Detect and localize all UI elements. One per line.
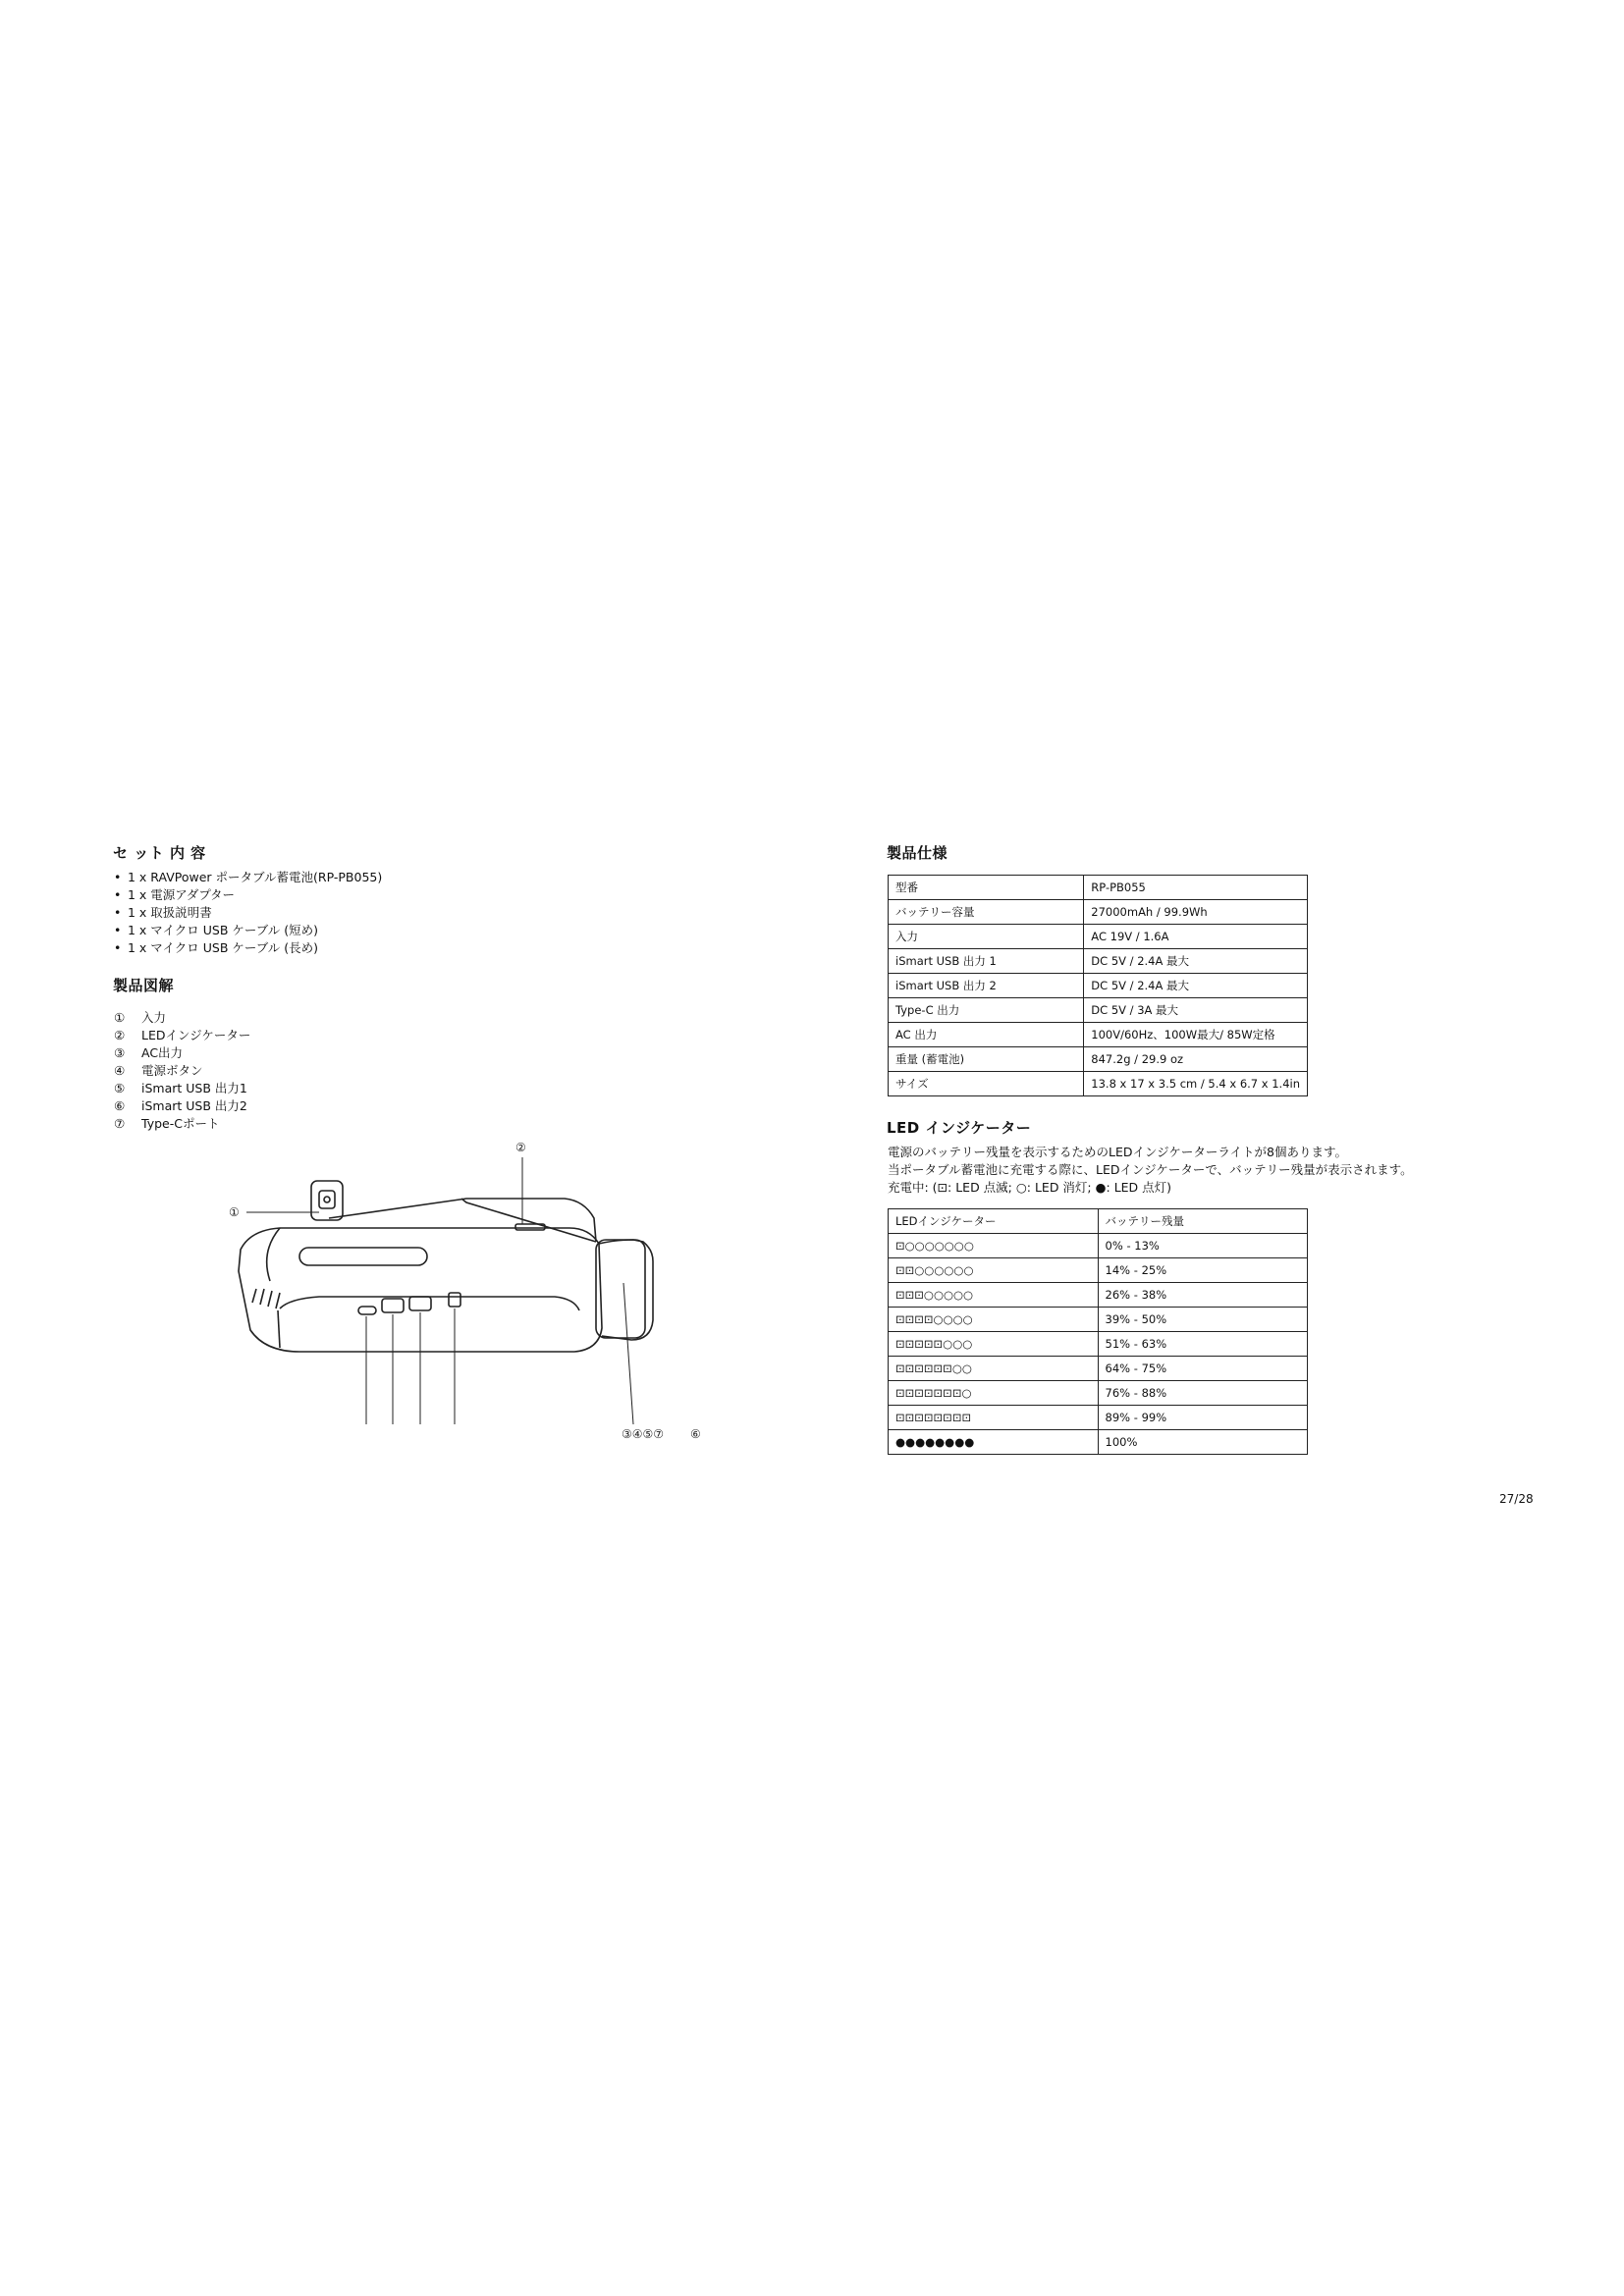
diagram-legend — [114, 1009, 250, 1133]
legend-item: ⑥ iSmart USB 出力2 — [114, 1098, 247, 1113]
spec-value: DC 5V / 2.4A 最大 — [1084, 974, 1308, 998]
spec-label: 重量 (蓄電池) — [889, 1047, 1084, 1072]
spec-label: AC 出力 — [889, 1023, 1084, 1047]
battery-range: 89% - 99% — [1098, 1406, 1307, 1430]
legend-item: ② LEDインジケーター — [114, 1028, 251, 1042]
table-row — [889, 1308, 1308, 1332]
legend-item: ④ 電源ボタン — [114, 1063, 203, 1078]
battery-range: 26% - 38% — [1098, 1283, 1307, 1308]
spec-label: バッテリー容量 — [889, 900, 1084, 925]
led-pattern: ⊡⊡⊡⊡⊡○○○ — [889, 1332, 1099, 1357]
spec-label: サイズ — [889, 1072, 1084, 1096]
list-item: • 1 x マイクロ USB ケーブル (長め) — [114, 939, 382, 957]
table-row — [889, 1072, 1308, 1096]
led-pattern: ⊡⊡⊡⊡○○○○ — [889, 1308, 1099, 1332]
led-description — [888, 1144, 1413, 1197]
table-row — [889, 998, 1308, 1023]
legend-item: ⑦ Type-Cポート — [114, 1116, 220, 1131]
spec-label: Type-C 出力 — [889, 998, 1084, 1023]
spec-label: 入力 — [889, 925, 1084, 949]
spec-value: 847.2g / 29.9 oz — [1084, 1047, 1308, 1072]
led-pattern: ⊡⊡○○○○○○ — [889, 1258, 1099, 1283]
callout-2: ② — [515, 1141, 526, 1154]
battery-range: 64% - 75% — [1098, 1357, 1307, 1381]
table-row — [889, 1381, 1308, 1406]
led-pattern: ●●●●●●●● — [889, 1430, 1099, 1455]
table-header-row — [889, 1209, 1308, 1234]
table-row — [889, 949, 1308, 974]
spec-value: 27000mAh / 99.9Wh — [1084, 900, 1308, 925]
led-pattern: ⊡⊡⊡⊡⊡⊡○○ — [889, 1357, 1099, 1381]
led-desc-line: 充電中: (⊡: LED 点滅; ○: LED 消灯; ●: LED 点灯) — [888, 1180, 1172, 1195]
battery-range: 76% - 88% — [1098, 1381, 1307, 1406]
legend-item: ⑤ iSmart USB 出力1 — [114, 1081, 247, 1095]
led-table — [888, 1208, 1308, 1455]
table-row — [889, 1023, 1308, 1047]
callout-3457: ③④⑤⑦ — [622, 1427, 665, 1441]
led-pattern: ⊡⊡⊡○○○○○ — [889, 1283, 1099, 1308]
specs-table — [888, 875, 1308, 1096]
list-item: • 1 x RAVPower ポータブル蓄電池(RP-PB055) — [114, 869, 382, 886]
table-row — [889, 1332, 1308, 1357]
spec-label: 型番 — [889, 876, 1084, 900]
spec-value: AC 19V / 1.6A — [1084, 925, 1308, 949]
table-row — [889, 900, 1308, 925]
column-header: バッテリー残量 — [1098, 1209, 1307, 1234]
table-row — [889, 1047, 1308, 1072]
spec-label: iSmart USB 出力 1 — [889, 949, 1084, 974]
diagram-section-title: 製品図解 — [113, 977, 175, 994]
battery-range: 39% - 50% — [1098, 1308, 1307, 1332]
table-row — [889, 925, 1308, 949]
spec-value: DC 5V / 3A 最大 — [1084, 998, 1308, 1023]
battery-range: 51% - 63% — [1098, 1332, 1307, 1357]
spec-value: DC 5V / 2.4A 最大 — [1084, 949, 1308, 974]
legend-item: ③ AC出力 — [114, 1045, 184, 1060]
list-item: • 1 x 電源アダプター — [114, 886, 382, 904]
table-row — [889, 1258, 1308, 1283]
table-row — [889, 1430, 1308, 1455]
specs-title: 製品仕様 — [887, 844, 948, 862]
list-item: • 1 x 取扱説明書 — [114, 904, 382, 922]
set-contents-title: セ ット 内 容 — [113, 844, 206, 862]
led-title: LED インジケーター — [887, 1119, 1032, 1137]
table-row — [889, 1283, 1308, 1308]
spec-value: RP-PB055 — [1084, 876, 1308, 900]
list-item: • 1 x マイクロ USB ケーブル (短め) — [114, 922, 382, 939]
column-header: LEDインジケーター — [889, 1209, 1099, 1234]
legend-item: ① 入力 — [114, 1010, 167, 1025]
table-row — [889, 876, 1308, 900]
callout-6: ⑥ — [690, 1427, 701, 1441]
battery-range: 0% - 13% — [1098, 1234, 1307, 1258]
page-number: 27/28 — [1499, 1492, 1534, 1506]
spec-value: 100V/60Hz、100W最大/ 85W定格 — [1084, 1023, 1308, 1047]
battery-range: 14% - 25% — [1098, 1258, 1307, 1283]
spec-value: 13.8 x 17 x 3.5 cm / 5.4 x 6.7 x 1.4in — [1084, 1072, 1308, 1096]
set-contents-list — [114, 869, 382, 957]
table-row — [889, 1357, 1308, 1381]
led-pattern: ⊡⊡⊡⊡⊡⊡⊡⊡ — [889, 1406, 1099, 1430]
table-row — [889, 1234, 1308, 1258]
led-pattern: ⊡○○○○○○○ — [889, 1234, 1099, 1258]
table-row — [889, 974, 1308, 998]
led-desc-line: 電源のバッテリー残量を表示するためのLEDインジケーターライトが8個あります。 — [888, 1145, 1348, 1159]
product-diagram — [221, 1134, 731, 1448]
table-row — [889, 1406, 1308, 1430]
spec-label: iSmart USB 出力 2 — [889, 974, 1084, 998]
battery-range: 100% — [1098, 1430, 1307, 1455]
led-pattern: ⊡⊡⊡⊡⊡⊡⊡○ — [889, 1381, 1099, 1406]
led-desc-line: 当ポータブル蓄電池に充電する際に、LEDインジケーターで、バッテリー残量が表示されます。 — [888, 1162, 1413, 1177]
callout-1: ① — [229, 1205, 240, 1219]
